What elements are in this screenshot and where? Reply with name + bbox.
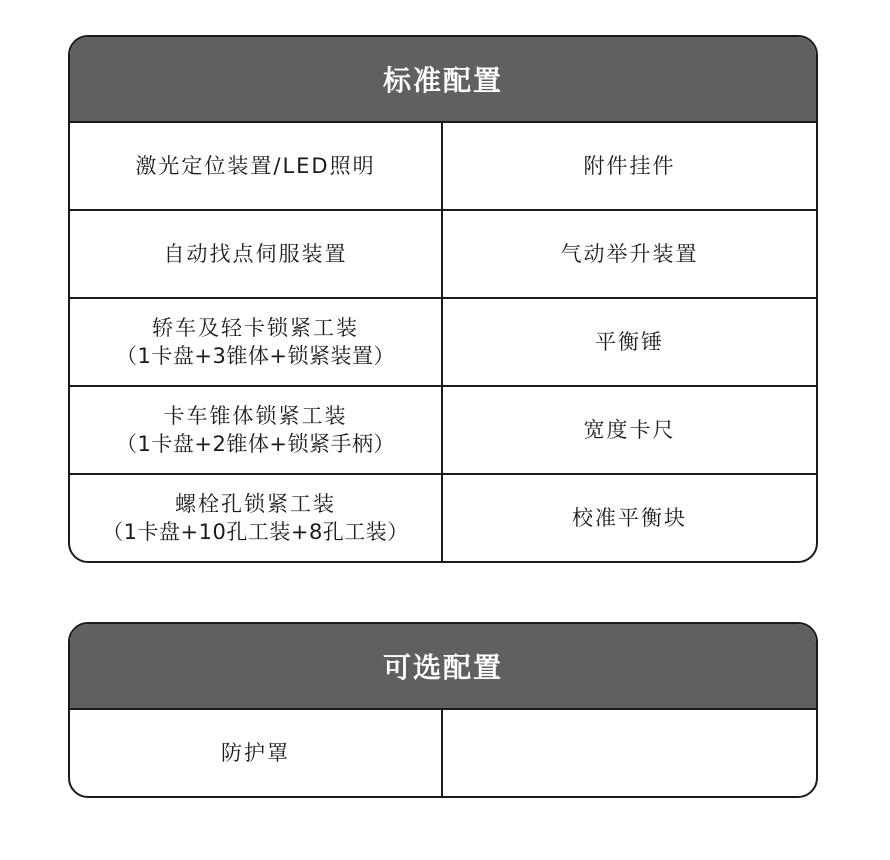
optional-config-table <box>68 622 818 798</box>
cell-text: 激光定位装置/LED照明 <box>135 154 376 178</box>
standard-config-table <box>68 35 818 563</box>
table-cell <box>70 387 443 475</box>
optional-config-header <box>70 624 816 710</box>
table-cell <box>70 211 443 299</box>
table-cell <box>443 211 816 299</box>
cell-subtext: （1卡盘+10孔工装+8孔工装） <box>102 520 409 544</box>
cell-text: 气动举升装置 <box>560 242 699 266</box>
cell-subtext: （1卡盘+3锥体+锁紧装置） <box>116 344 395 368</box>
cell-text: 宽度卡尺 <box>583 418 676 442</box>
cell-text: 平衡锤 <box>595 330 664 354</box>
table-cell <box>443 387 816 475</box>
optional-config-grid <box>70 710 816 796</box>
table-cell <box>443 299 816 387</box>
table-cell <box>443 475 816 561</box>
table-cell <box>70 710 443 796</box>
cell-subtext: （1卡盘+2锥体+锁紧手柄） <box>116 432 395 456</box>
standard-config-title: 标准配置 <box>382 64 503 97</box>
cell-text: 校准平衡块 <box>572 506 687 530</box>
cell-text: 自动找点伺服装置 <box>163 242 348 266</box>
cell-text: 螺栓孔锁紧工装 <box>175 492 336 516</box>
standard-config-header <box>70 37 816 123</box>
optional-config-title: 可选配置 <box>382 651 503 684</box>
cell-text: 附件挂件 <box>583 154 676 178</box>
table-cell <box>70 475 443 561</box>
table-cell <box>70 299 443 387</box>
cell-text: 轿车及轻卡锁紧工装 <box>152 316 359 340</box>
cell-text: 防护罩 <box>221 741 290 765</box>
standard-config-grid <box>70 123 816 561</box>
table-cell <box>443 123 816 211</box>
table-cell <box>70 123 443 211</box>
cell-text: 卡车锥体锁紧工装 <box>163 404 348 428</box>
table-cell-empty <box>443 710 816 796</box>
